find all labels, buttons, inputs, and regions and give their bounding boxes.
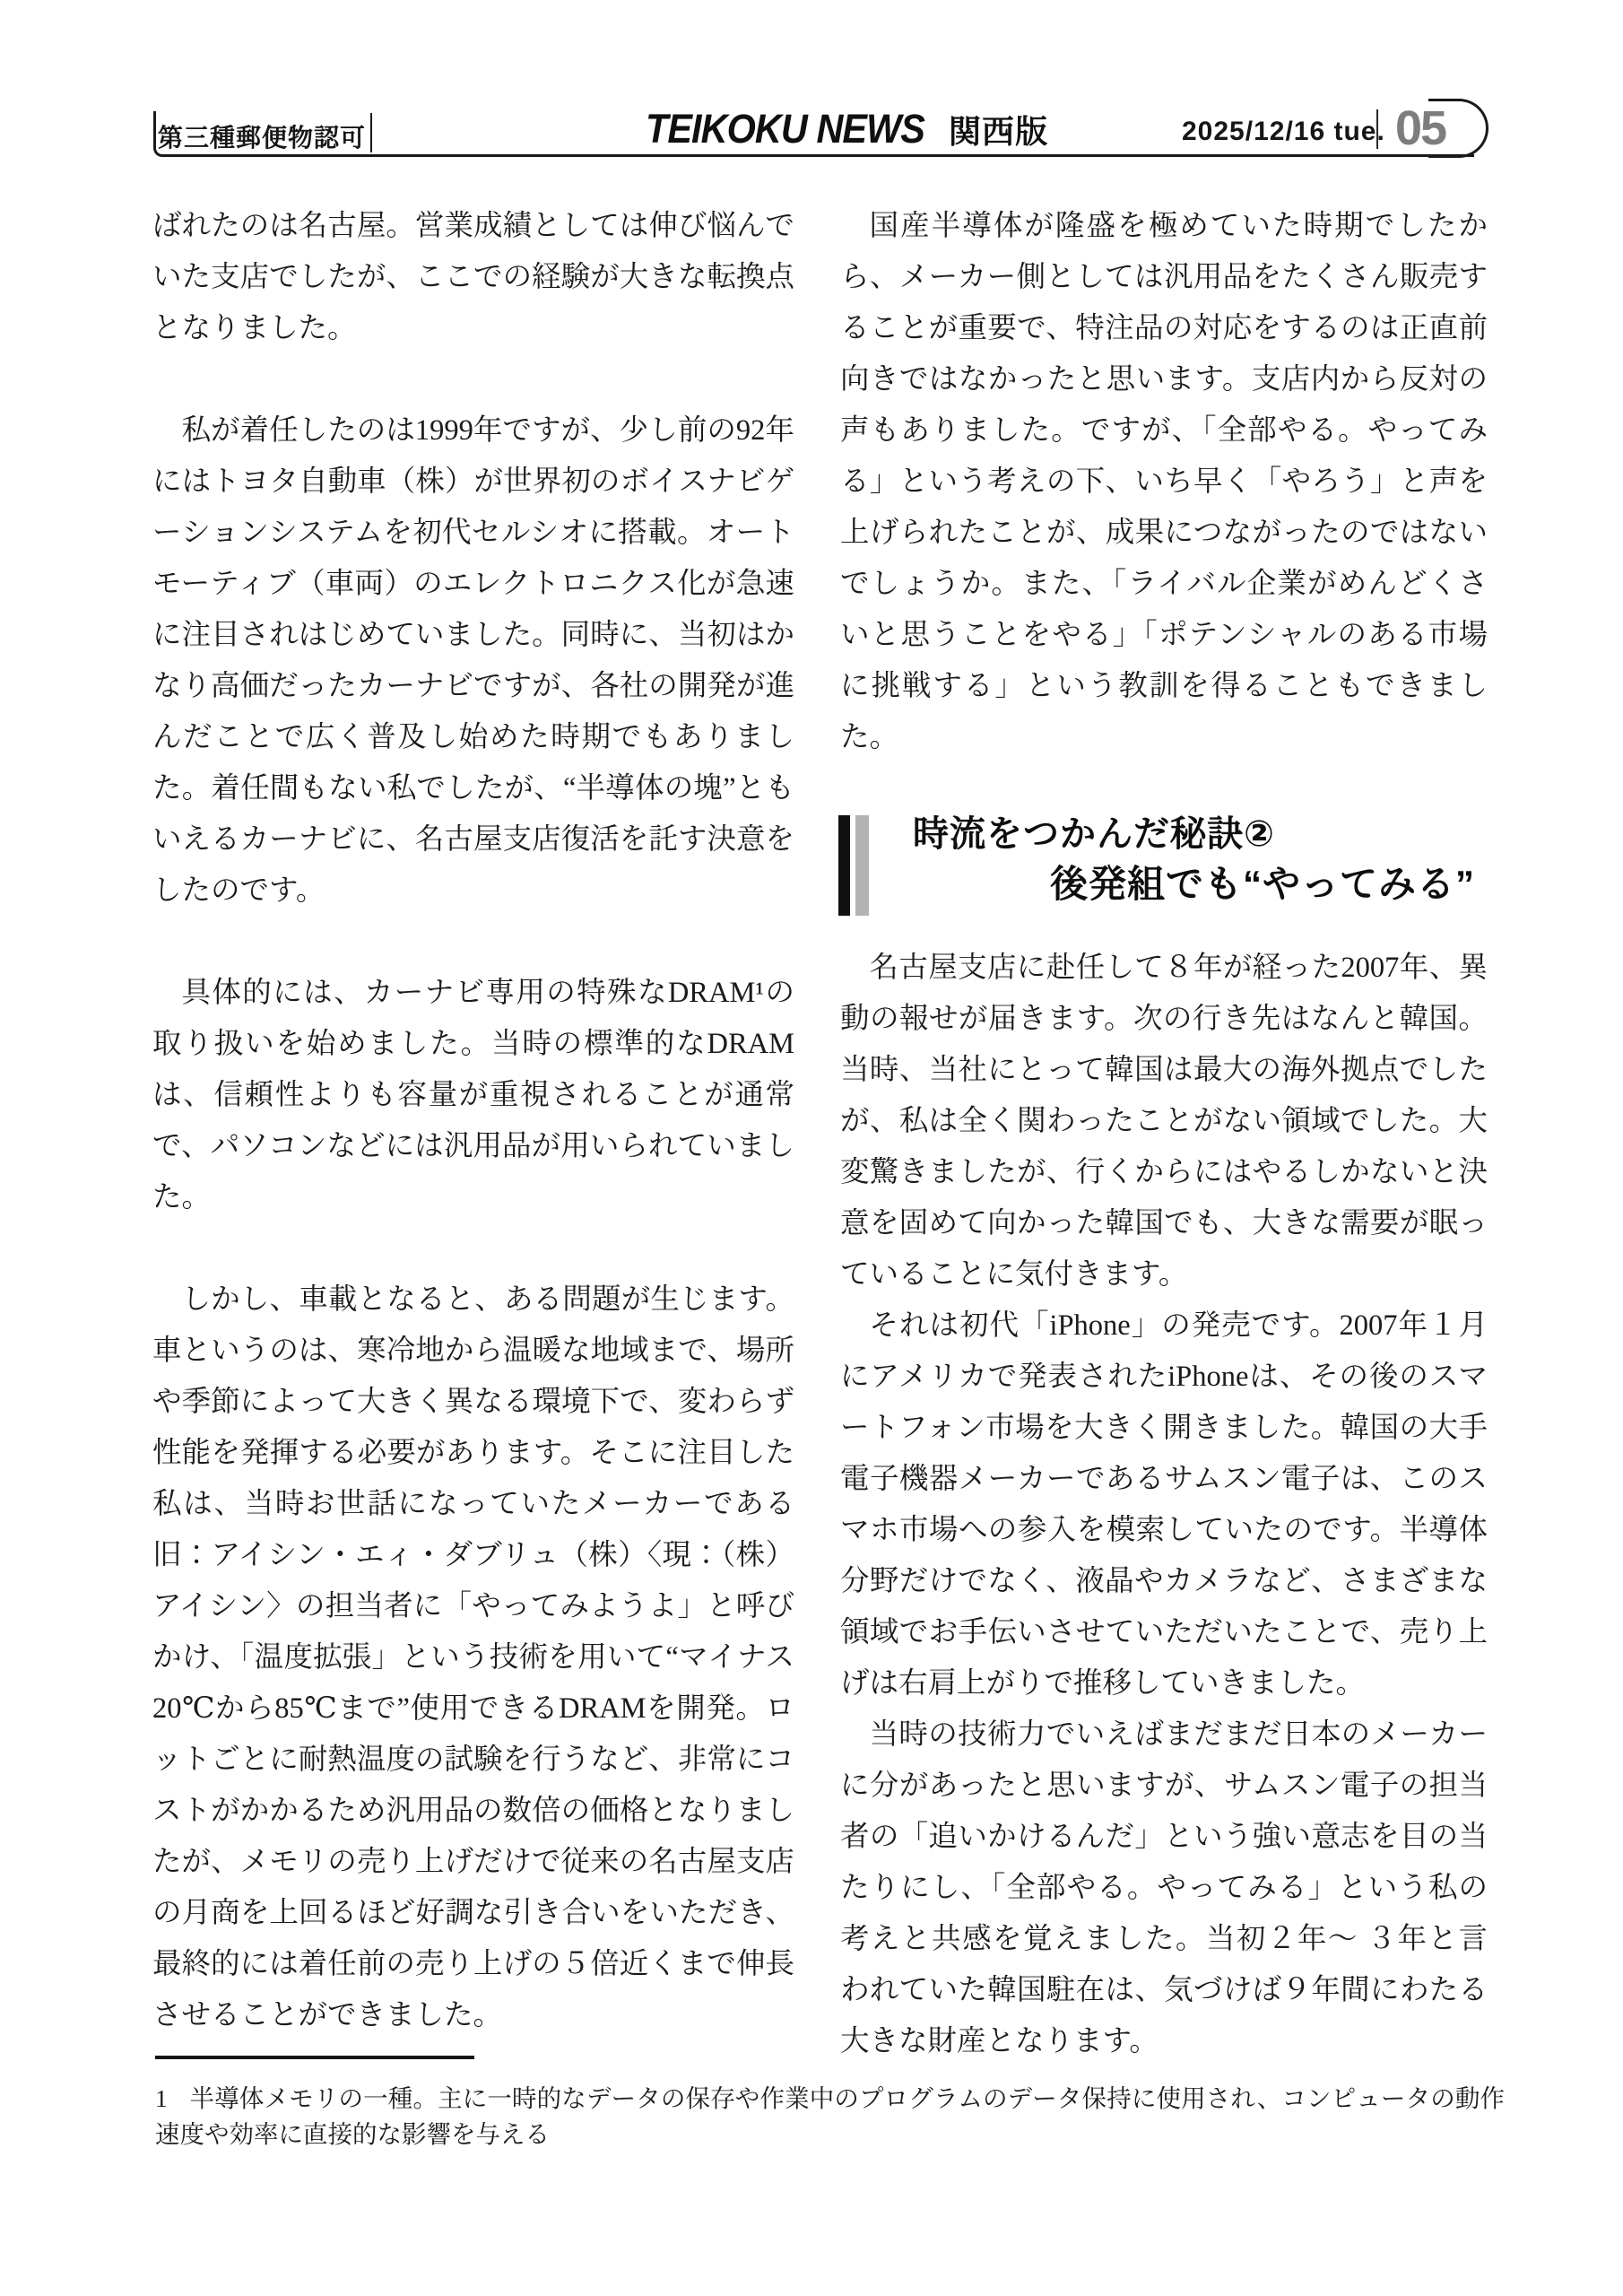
paragraph: 名古屋支店に赴任して８年が経った2007年、異動の報せが届きます。次の行き先はなんと韓国。当時、当社にとって韓国は最大の海外拠点でしたが、私は全く関わったことがない領域でした。大変驚きましたが、行くからにはやるしかないと決意を固めて向かった韓国でも、大きな需要が眠っていることに気付きます。 bbox=[840, 952, 1488, 1291]
issue-date: 2025/12/16 tue. bbox=[1182, 117, 1385, 146]
postal-permit-label: 第三種郵便物認可 bbox=[157, 124, 366, 152]
article-column-left bbox=[152, 201, 794, 2041]
section-heading-line1: 時流をつかんだ秘訣② bbox=[913, 814, 1275, 854]
paragraph: それは初代「iPhone」の発売です。2007年１月にアメリカで発表されたiPhoneは、その後のスマートフォン市場を大きく開きました。韓国の大手電子機器メーカーであるサムスン電子は、このスマホ市場への参入を模索していたのです。半導体分野だけでなく、液晶やカメラなど、さまざまな領域でお手伝いさせていただいたことで、売り上げは右肩上がりで推移していきました。 bbox=[840, 1309, 1488, 1700]
footnote-marker: 1 bbox=[155, 2084, 168, 2112]
brand-logo: TEIKOKU NEWS bbox=[646, 106, 924, 152]
page-number: 05 bbox=[1395, 101, 1446, 155]
footnote bbox=[155, 2081, 1505, 2152]
edition-label: 関西版 bbox=[949, 113, 1049, 150]
paragraph: ばれたのは名古屋。営業成績としては伸び悩んでいた支店でしたが、ここでの経験が大きな転換点となりました。 bbox=[152, 210, 794, 344]
section-heading-line2: 後発組でも“やってみる” bbox=[1049, 863, 1475, 905]
permit-box-divider bbox=[370, 113, 372, 152]
heading-bar-black bbox=[838, 815, 850, 916]
footnote-separator-rule bbox=[155, 2056, 474, 2059]
section-heading bbox=[840, 810, 1488, 910]
heading-bar-gray bbox=[855, 815, 869, 916]
paragraph: 具体的には、カーナビ専用の特殊なDRAM¹の取り扱いを始めました。当時の標準的なDRAMは、信頼性よりも容量が重視されることが通常で、パソコンなどには汎用品が用いられていました。 bbox=[152, 977, 794, 1213]
paragraph: 当時の技術力でいえばまだまだ日本のメーカーに分があったと思いますが、サムスン電子の担当者の「追いかけるんだ」という強い意志を目の当たりにし、「全部やる。やってみる」という私の考えと共感を覚えました。当初２年～ ３年と言われていた韓国駐在は、気づけば９年間にわたる大きな財産となります。 bbox=[840, 1718, 1488, 2057]
article-column-right bbox=[840, 201, 1488, 2067]
paragraph: しかし、車載となると、ある問題が生じます。車というのは、寒冷地から温暖な地域まで、場所や季節によって大きく異なる環境下で、変わらず性能を発揮する必要があります。そこに注目した私は、当時お世話になっていたメーカーである旧：アイシン・エィ・ダブリュ（株）〈現：（株）アイシン〉の担当者に「やってみようよ」と呼びかけ、「温度拡張」という技術を用いて“マイナス20℃から85℃まで”使用できるDRAMを開発。ロットごとに耐熱温度の試験を行うなど、非常にコストがかかるため汎用品の数倍の価格となりましたが、メモリの売り上げだけで従来の名古屋支店の月商を上回るほど好調な引き合いをいただき、最終的には着任前の売り上げの５倍近くまで伸長させることができました。 bbox=[152, 1283, 794, 2031]
paragraph: 私が着任したのは1999年ですが、少し前の92年にはトヨタ自動車（株）が世界初のボイスナビゲーションシステムを初代セルシオに搭載。オートモーティブ（車両）のエレクトロニクス化が急速に注目されはじめていました。同時に、当初はかなり高価だったカーナビですが、各社の開発が進んだことで広く普及し始めた時期でもありました。着任間もない私でしたが、“半導体の塊”ともいえるカーナビに、名古屋支店復活を託す決意をしたのです。 bbox=[152, 414, 794, 907]
paragraph: 国産半導体が隆盛を極めていた時期でしたから、メーカー側としては汎用品をたくさん販売することが重要で、特注品の対応をするのは正直前向きではなかったと思います。支店内から反対の声もありました。ですが、「全部やる。やってみる」という考えの下、いち早く「やろう」と声を上げられたことが、成果につながったのではないでしょうか。また、「ライバル企業がめんどくさいと思うことをやる」「ポテンシャルのある市場に挑戦する」という教訓を得ることもできました。 bbox=[840, 210, 1488, 753]
footnote-text: 半導体メモリの一種。主に一時的なデータの保存や作業中のプログラムのデータ保持に使用され、コンピュータの動作速度や効率に直接的な影響を与える bbox=[155, 2084, 1505, 2148]
masthead bbox=[646, 106, 1058, 152]
